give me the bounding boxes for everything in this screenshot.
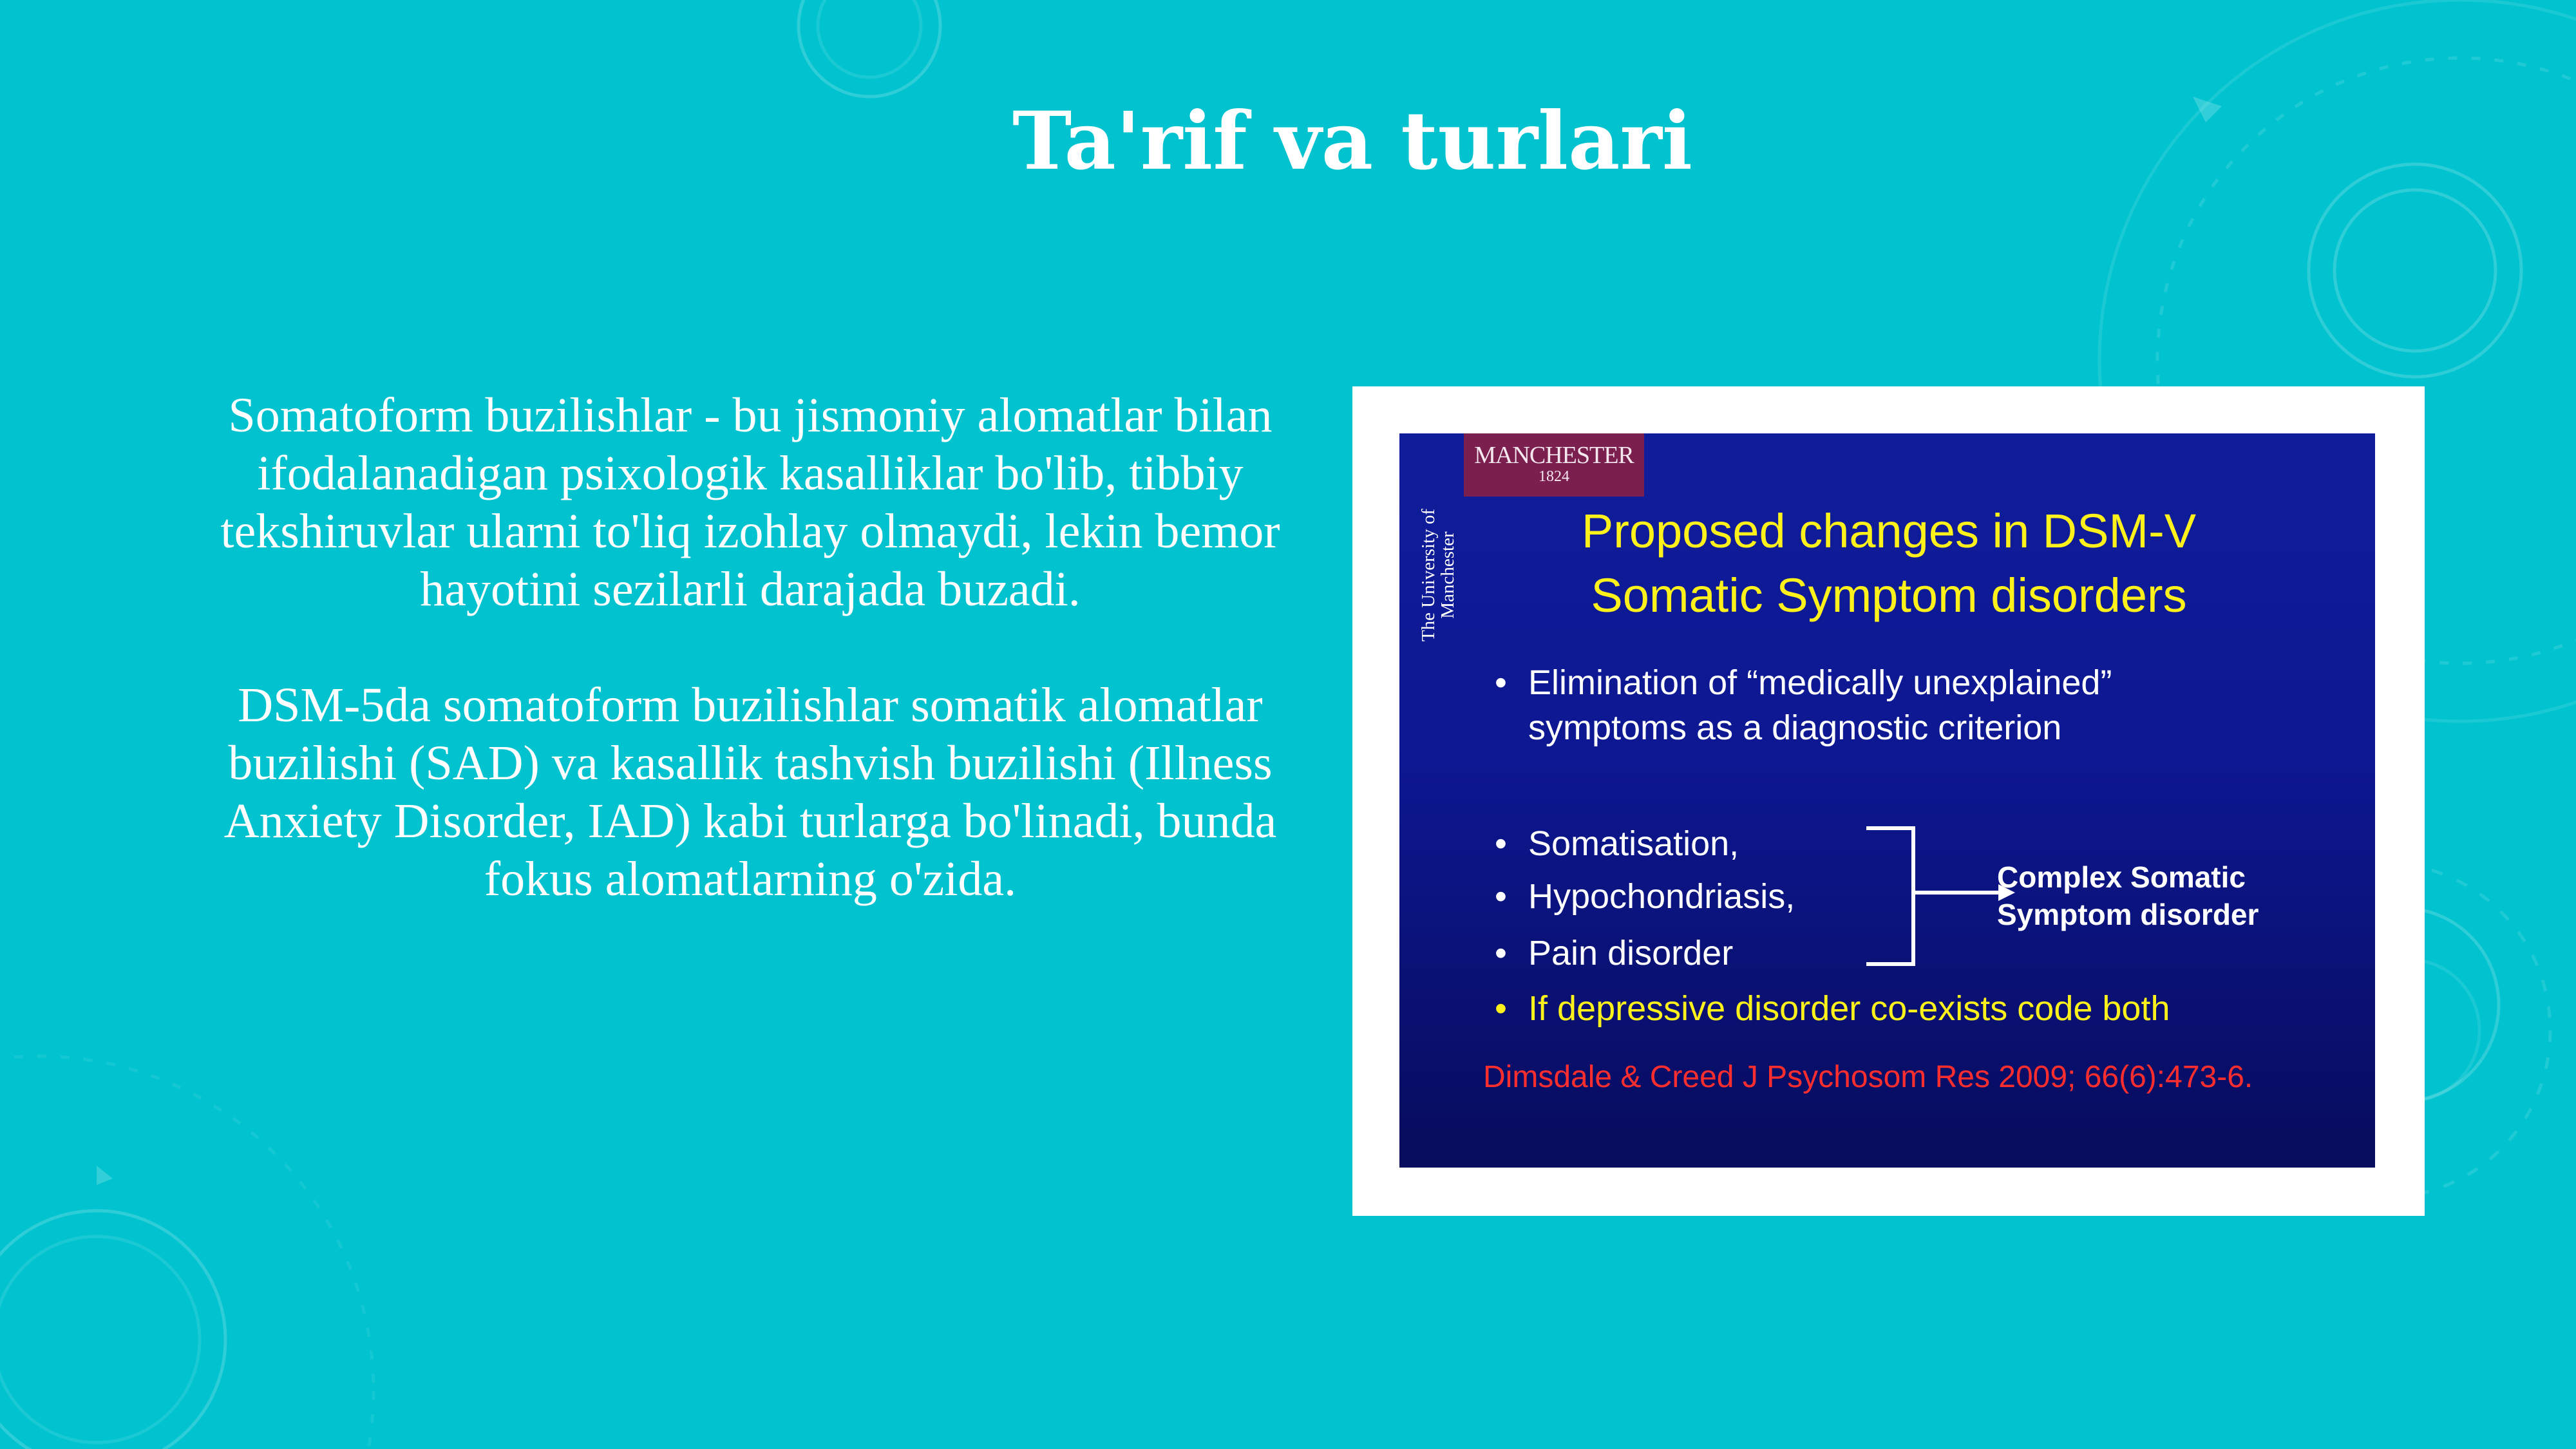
- types-paragraph: DSM-5da somatoform buzilishlar somatik alomatlar buzilishi (SAD) va kasallik tashvish buzilishi (Illness Anxiety Disorder, IAD) kabi turlarga bo'linadi, bunda fokus alomatlarning o'zida.: [223, 678, 1277, 906]
- bullet-somatisation: • Somatisation,: [1528, 821, 1739, 866]
- embedded-slide-image: [1399, 433, 2375, 1168]
- bullet-hypochondriasis: • Hypochondriasis,: [1528, 874, 1795, 919]
- bullet-dot: •: [1495, 934, 1507, 972]
- slide-image-frame: [1352, 386, 2425, 1216]
- page-title: Ta'rif va turlari: [1012, 95, 1692, 188]
- bullet-dot: •: [1495, 989, 1507, 1028]
- bullet-elimination: [1495, 660, 2112, 750]
- bullet-dot: •: [1495, 663, 1507, 702]
- bullet-pain-disorder: • Pain disorder: [1528, 931, 1733, 976]
- logo-name: MANCHESTER: [1474, 442, 1634, 469]
- complex-line-1: Complex Somatic: [1997, 860, 2246, 894]
- definition-paragraph: Somatoform buzilishlar - bu jismoniy alomatlar bilan ifodalanadigan psixologik kasalliklar bo'lib, tibbiy tekshiruvlar ularni to'liq izohlay olmaydi, lekin bemor hayotini sezilarli darajada buzadi.: [220, 388, 1280, 616]
- slide-title: [1477, 499, 2301, 628]
- bullet-elimination-line-2: symptoms as a diagnostic criterion: [1528, 708, 2062, 747]
- arrow-line: [1915, 891, 2002, 895]
- grouping-bracket: [1866, 826, 1915, 966]
- university-label: The University of Manchester: [1418, 508, 1458, 642]
- bullet-depressive: • If depressive disorder co-exists code both: [1528, 986, 2170, 1031]
- complex-somatic-label: [1997, 858, 2293, 933]
- bullet-dot: •: [1495, 877, 1507, 916]
- bullet-dot: •: [1495, 824, 1507, 863]
- bullet-elimination-line-1: Elimination of “medically unexplained”: [1528, 663, 2112, 702]
- body-text: [174, 386, 1327, 966]
- complex-line-2: Symptom disorder: [1997, 898, 2259, 931]
- citation: Dimsdale & Creed J Psychosom Res 2009; 66(6):473-6.: [1483, 1060, 2253, 1094]
- manchester-logo: [1464, 433, 1644, 497]
- slide-title-line-2: Somatic Symptom disorders: [1591, 569, 2187, 622]
- logo-year: 1824: [1539, 468, 1569, 485]
- slide-title-line-1: Proposed changes in DSM-V: [1581, 504, 2197, 558]
